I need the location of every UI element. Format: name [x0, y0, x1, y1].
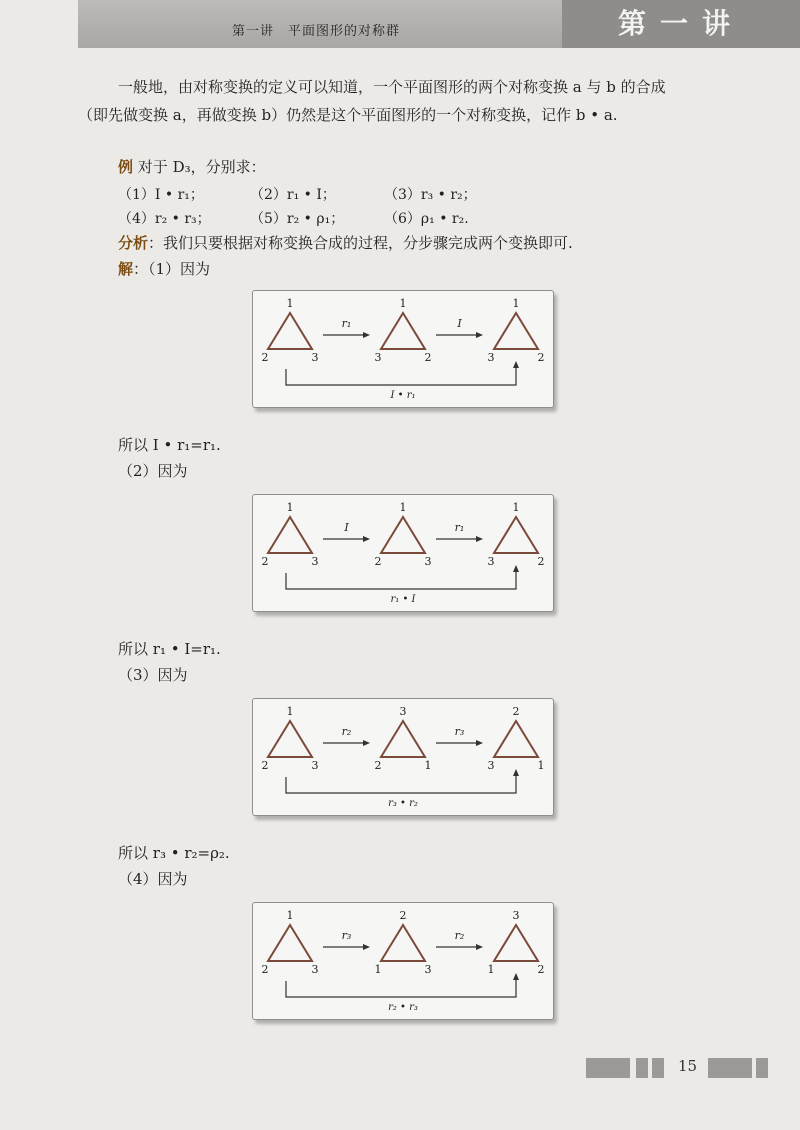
arrow-label-1: r₂ — [341, 725, 352, 738]
composite-bracket — [286, 979, 516, 997]
triangle-2 — [381, 925, 425, 961]
arrow-head — [476, 536, 483, 542]
conclusion-1: 所以 I • r₁=r₁. — [118, 436, 221, 454]
triangle-2 — [381, 721, 425, 757]
arrow-label-2: I — [457, 317, 462, 330]
solution-line — [118, 258, 210, 279]
example-item-6: （6）ρ₁ • r₂. — [384, 211, 469, 227]
example-heading — [118, 156, 266, 177]
composite-arrow-head — [513, 361, 519, 368]
vertex-label: 2 — [399, 909, 407, 922]
composition-diagram-1 — [252, 290, 554, 408]
footer-bar-right — [708, 1058, 752, 1078]
example-label: 例 — [118, 158, 134, 176]
vertex-label: 1 — [537, 759, 545, 772]
vertex-label: 2 — [261, 351, 269, 364]
vertex-label: 1 — [286, 909, 294, 922]
arrow-head — [363, 536, 370, 542]
triangle-3 — [494, 517, 538, 553]
arrow-label-2: r₂ — [454, 929, 465, 942]
composite-arrow-head — [513, 973, 519, 980]
page-number: 15 — [678, 1057, 698, 1075]
triangle-1 — [268, 517, 312, 553]
composite-arrow-head — [513, 769, 519, 776]
composite-label: r₂ • r₃ — [388, 1002, 418, 1013]
diagram-svg — [253, 291, 553, 407]
composite-label: r₃ • r₂ — [388, 798, 418, 809]
diagram-svg — [253, 699, 553, 815]
vertex-label: 2 — [537, 351, 545, 364]
example-item-4: （4）r₂ • r₃； — [118, 211, 211, 227]
vertex-label: 3 — [311, 351, 319, 364]
composite-bracket — [286, 571, 516, 589]
intro-line-1: 一般地，由对称变换的定义可以知道，一个平面图形的两个对称变换 a 与 b 的合成 — [118, 78, 666, 96]
footer-bar-left — [586, 1058, 630, 1078]
example-item-3: （3）r₃ • r₂； — [384, 187, 477, 203]
vertex-label: 2 — [374, 759, 382, 772]
vertex-label: 2 — [261, 555, 269, 568]
diagram-svg — [253, 903, 553, 1019]
composition-diagram-3 — [252, 698, 554, 816]
diagram-svg — [253, 495, 553, 611]
vertex-label: 2 — [374, 555, 382, 568]
footer-bar-right-2 — [756, 1058, 768, 1078]
vertex-label: 1 — [374, 963, 382, 976]
triangle-2 — [381, 517, 425, 553]
vertex-label: 3 — [374, 351, 382, 364]
analysis-line — [118, 232, 573, 253]
vertex-label: 3 — [487, 759, 495, 772]
vertex-label: 1 — [512, 501, 520, 514]
triangle-3 — [494, 313, 538, 349]
vertex-label: 3 — [311, 555, 319, 568]
composite-arrow-head — [513, 565, 519, 572]
conclusion-2: 所以 r₁ • I=r₁. — [118, 640, 221, 658]
arrow-head — [363, 740, 370, 746]
arrow-head — [476, 740, 483, 746]
vertex-label: 3 — [399, 705, 407, 718]
analysis-text: ：我们只要根据对称变换合成的过程，分步骤完成两个变换即可. — [148, 234, 573, 252]
vertex-label: 2 — [424, 351, 432, 364]
vertex-label: 3 — [424, 963, 432, 976]
conclusion-3: 所以 r₃ • r₂=ρ₂. — [118, 844, 230, 862]
solution-text: ：（1）因为 — [133, 260, 211, 278]
triangle-2 — [381, 313, 425, 349]
arrow-head — [476, 944, 483, 950]
arrow-head — [476, 332, 483, 338]
arrow-label-2: r₃ — [454, 725, 465, 738]
vertex-label: 1 — [399, 501, 407, 514]
step-2-heading: （2）因为 — [118, 462, 188, 480]
triangle-3 — [494, 925, 538, 961]
vertex-label: 1 — [512, 297, 520, 310]
vertex-label: 1 — [286, 705, 294, 718]
footer-bar-left-2 — [636, 1058, 648, 1078]
triangle-1 — [268, 925, 312, 961]
triangle-3 — [494, 721, 538, 757]
vertex-label: 2 — [512, 705, 520, 718]
arrow-head — [363, 332, 370, 338]
arrow-label-2: r₁ — [454, 521, 465, 534]
intro-line-2: （即先做变换 a，再做变换 b）仍然是这个平面图形的一个对称变换，记作 b • a. — [78, 106, 618, 124]
vertex-label: 1 — [286, 297, 294, 310]
vertex-label: 3 — [487, 555, 495, 568]
page-header-title: 第一讲 平面图形的对称群 — [232, 24, 401, 39]
chapter-marker: 第一讲 — [562, 0, 800, 48]
vertex-label: 2 — [261, 963, 269, 976]
vertex-label: 3 — [311, 759, 319, 772]
vertex-label: 3 — [512, 909, 520, 922]
vertex-label: 1 — [487, 963, 495, 976]
arrow-label-1: r₃ — [341, 929, 352, 942]
vertex-label: 2 — [537, 963, 545, 976]
composite-label: r₁ • I — [390, 594, 416, 605]
vertex-label: 1 — [399, 297, 407, 310]
vertex-label: 1 — [424, 759, 432, 772]
triangle-1 — [268, 313, 312, 349]
composition-diagram-4 — [252, 902, 554, 1020]
vertex-label: 1 — [286, 501, 294, 514]
arrow-head — [363, 944, 370, 950]
vertex-label: 3 — [424, 555, 432, 568]
composite-bracket — [286, 775, 516, 793]
page-header — [78, 0, 800, 48]
vertex-label: 3 — [311, 963, 319, 976]
example-item-1: （1）I • r₁； — [118, 187, 204, 203]
example-item-5: （5）r₂ • ρ₁； — [250, 211, 345, 227]
arrow-label-1: r₁ — [341, 317, 352, 330]
composite-bracket — [286, 367, 516, 385]
arrow-label-1: I — [344, 521, 349, 534]
vertex-label: 3 — [487, 351, 495, 364]
vertex-label: 2 — [261, 759, 269, 772]
composite-label: I • r₁ — [390, 390, 416, 401]
triangle-1 — [268, 721, 312, 757]
footer-bar-left-3 — [652, 1058, 664, 1078]
step-4-heading: （4）因为 — [118, 870, 188, 888]
step-3-heading: （3）因为 — [118, 666, 188, 684]
solution-label: 解 — [118, 260, 134, 278]
example-item-2: （2）r₁ • I； — [250, 187, 336, 203]
example-text: 对于 D₃，分别求： — [137, 158, 266, 176]
analysis-label: 分析 — [118, 234, 149, 252]
vertex-label: 2 — [537, 555, 545, 568]
composition-diagram-2 — [252, 494, 554, 612]
